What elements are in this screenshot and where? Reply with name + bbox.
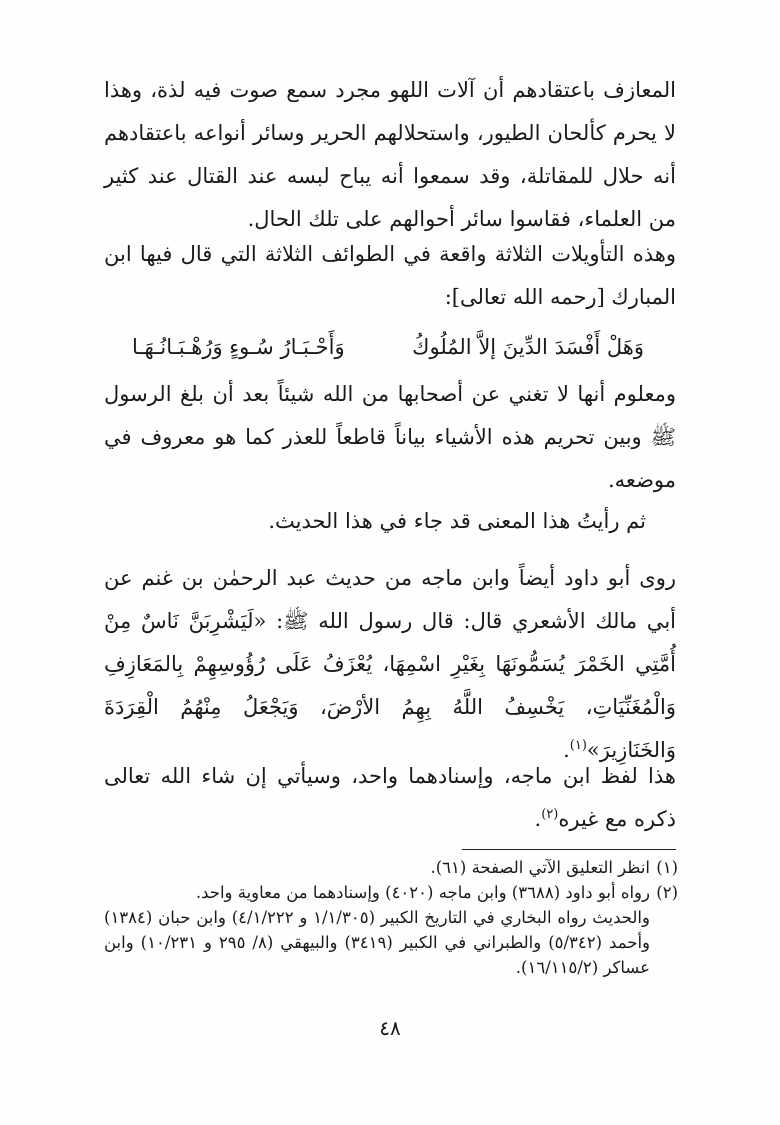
poem-first-hemistich: وَهَلْ أَفْسَدَ الدِّينَ إلاَّ المُلُوكُ [412, 335, 644, 359]
footnote-2-continuation: والحديث رواه البخاري في التاريخ الكبير (١/١/٣٠٥ و ٤/١/٢٢٢) وابن حبان (١٣٨٤) وأحمد (٥/٣٤٢) والطبراني في الكبير (٣٤١٩) والبيهقي (٨/ ٢٩٥ و ١٠/٢٣١) وابن عساكر (١٦/١١٥/٢). [104, 908, 651, 977]
footnote-ref-1: (١) [569, 738, 587, 753]
paragraph-thumma [104, 500, 676, 543]
footnotes [104, 855, 678, 980]
footnote-2-number: (٢) [656, 883, 678, 902]
poem-verse [104, 327, 676, 367]
paragraph-maloom: ومعلوم أنها لا تغني عن أصحابها من الله شيئاً بعد أن بلغ الرسول ﷺ وبين تحريم هذه الأشياء بياناً قاطعاً للعذر كما هو معروف في موضعه. [104, 382, 676, 492]
paragraph-lafz [104, 755, 676, 841]
footnote-2 [104, 880, 678, 905]
lafz-text: هذا لفظ ابن ماجه، وإسنادهما واحد، وسيأتي إن شاء الله تعالى ذكره مع غيره [104, 764, 676, 831]
paragraph-maazif: المعازف باعتقادهم أن آلات اللهو مجرد سمع صوت فيه لذة، وهذا لا يحرم كألحان الطيور، واستحلالهم الحرير وسائر أنواعه باعتقادهم أنه حلال للمقاتلة، وقد سمعوا أنه يباح لبسه عند القتال عند كثير من العلماء، فقاسوا سائر أحوالهم على تلك الحال. [104, 78, 676, 231]
paragraph-thumma-text: ثم رأيتُ هذا المعنى قد جاء في هذا الحديث. [268, 509, 646, 533]
paragraph-taweelat: وهذه التأويلات الثلاثة واقعة في الطوائف الثلاثة التي قال فيها ابن المبارك [رحمه الله تعالى]: [104, 242, 676, 309]
footnote-1-text: انظر التعليق الآتي الصفحة (٦١). [430, 858, 650, 877]
lafz-end: . [534, 807, 542, 831]
riwaya-end: . [563, 738, 570, 762]
page-number: ٤٨ [379, 1016, 401, 1040]
footnote-1 [104, 855, 678, 880]
footnote-1-number: (١) [656, 858, 678, 877]
poem-second-hemistich: وَأَحْـبَـارُ سُـوءٍ وَرُهْـبَـانُـهَـا [132, 335, 345, 359]
footnote-2-text: رواه أبو داود (٣٦٨٨) وابن ماجه (٤٠٢٠) وإسنادهما من معاوية واحد. [195, 883, 650, 902]
hadith-text: «لَيَشْرِبَنَّ نَاسٌ مِنْ أُمَّتِي الخَمْرَ يُسَمُّونَهَا بِغَيْرِ اسْمِهَا، يُعْزَفُ عَلَى رُؤُوسِهِمْ بِالمَعَازِفِ وَالْمُغَنِّيَاتِ، يَخْسِفُ اللَّهُ بِهِمُ الأرْضَ، وَيَجْعَلُ مِنْهُمُ الْقِرَدَةَ وَالخَنَازِيرَ» [104, 609, 676, 762]
footnote-separator [462, 849, 676, 850]
footnote-ref-2: (٢) [541, 807, 559, 822]
riwaya-intro: روى أبو داود أيضاً وابن ماجه من حديث عبد الرحمٰن بن غنم عن أبي مالك الأشعري قال: قال رسول الله ﷺ: [104, 566, 676, 633]
paragraph-riwaya [104, 557, 676, 772]
